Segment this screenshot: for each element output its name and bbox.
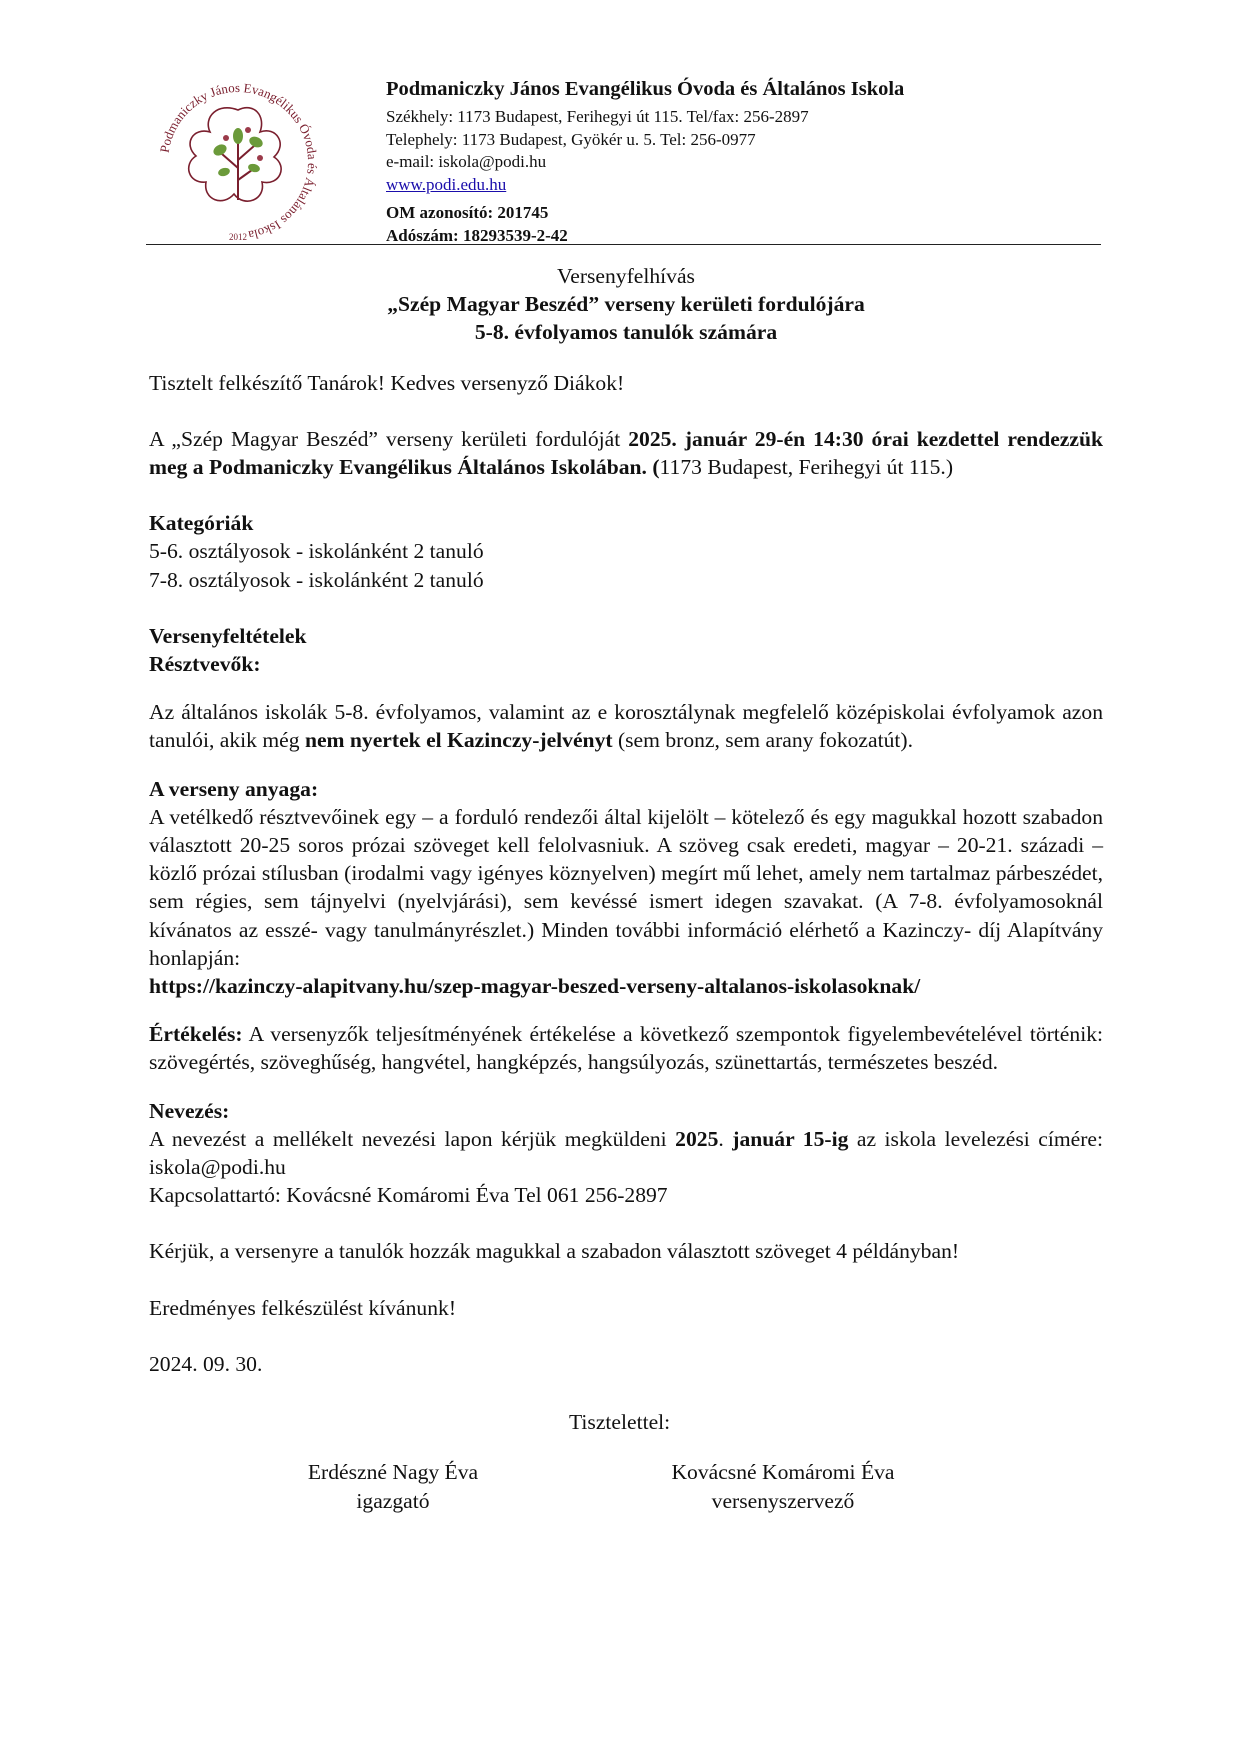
- om-id: OM azonosító: 201745: [386, 203, 549, 222]
- registration-deadline: január 15-ig: [732, 1126, 849, 1151]
- tree-icon: [211, 127, 264, 200]
- website-link[interactable]: www.podi.edu.hu: [386, 174, 507, 194]
- registration-text-3: az iskola levelezési címére: iskola@podi.hu: [149, 1126, 1104, 1180]
- date-line: 2024. 09. 30.: [149, 1351, 263, 1376]
- greeting: Tisztelt felkészítő Tanárok! Kedves versenyző Diákok!: [149, 370, 625, 395]
- school-logo-seal: [148, 72, 328, 252]
- registration-heading: Nevezés:: [149, 1098, 230, 1123]
- categories-heading: Kategóriák: [149, 511, 254, 536]
- title-line-2: „Szép Magyar Beszéd” verseny kerületi fordulójára: [387, 292, 865, 317]
- intro-bold: 2025. január 29-én 14:30 órai kezdettel rendezzük meg a Podmaniczky Evangélikus Általános Iskolában. (: [149, 426, 1103, 480]
- document-body: [149, 262, 1103, 1515]
- conditions-section: [149, 622, 1103, 755]
- participants-heading: Résztvevők:: [149, 652, 261, 677]
- request-line: Kérjük, a versenyre a tanulók hozzák magukkal a szabadon választott szöveget 4 példányban!: [149, 1239, 960, 1264]
- material-text: A vetélkedő résztvevőinek egy – a forduló rendezői által kijelölt – kötelező és egy magukkal hozott szabadon választott 20-25 soros prózai szöveget kell felolvasniuk. A szöveg csak eredeti, magyar – 20-21. századi – közlő prózai stílusban (irodalmi vagy igényes köznyelven) megírt mű lehet, amely nem tartalmaz párbeszédet, sem régies, sem tájnyelvi (nyelvjárási), sem kevéssé ismert idegen szavakat. (A 7-8. évfolyamosoknál kívánatos az esszé- vagy tanulmányrészlet.) Minden további információ elérhető a Kazinczy- díj Alapítvány honlapján:: [149, 804, 1103, 970]
- letterhead: [386, 76, 1106, 247]
- title-line-1: Versenyfelhívás: [557, 264, 695, 288]
- material-heading: A verseny anyaga:: [149, 776, 319, 801]
- flower-outline: [189, 108, 281, 201]
- intro-text-2: 1173 Budapest, Ferihegyi út 115.): [659, 455, 954, 480]
- evaluation-heading: Értékelés:: [149, 1022, 243, 1047]
- registration-section: [149, 1097, 1103, 1210]
- participants-bold: nem nyertek el Kazinczy-jelvényt: [304, 728, 613, 753]
- signature-name: Erdészné Nagy Éva: [307, 1460, 479, 1485]
- evaluation-paragraph: [149, 1020, 1103, 1076]
- categories-section: [149, 509, 1103, 594]
- registration-text-2: .: [718, 1126, 733, 1151]
- category-item: 7-8. osztályosok - iskolánként 2 tanuló: [149, 567, 484, 592]
- document-title: [149, 262, 1103, 347]
- signatures: [149, 1458, 1103, 1514]
- material-section: [149, 775, 1103, 1001]
- participants-text-2: (sem bronz, sem arany fokozatút).: [612, 728, 913, 753]
- signature-principal: [209, 1458, 577, 1514]
- registration-text-1: A nevezést a mellékelt nevezési lapon kérjük megküldeni: [149, 1126, 676, 1151]
- registration-text: [149, 1125, 1103, 1181]
- participants-text-1: Az általános iskolák 5-8. évfolyamos, valamint az e korosztálynak megfelelő középiskolai évfolyamok azon tanulói, akik még: [149, 700, 1103, 753]
- email-line: e-mail: iskola@podi.hu: [386, 152, 547, 171]
- signature-role: versenyszervező: [711, 1488, 855, 1513]
- title-line-3: 5-8. évfolyamos tanulók számára: [474, 320, 778, 345]
- participants-text: [149, 698, 1103, 754]
- conditions-heading: Versenyfeltételek: [149, 623, 307, 648]
- intro-text-1: A „Szép Magyar Beszéd” verseny kerületi fordulóját: [149, 426, 629, 451]
- tax-id: Adószám: 18293539-2-42: [386, 225, 568, 245]
- closing-line: Tisztelettel:: [569, 1410, 671, 1435]
- site-address: Telephely: 1173 Budapest, Gyökér u. 5. Tel: 256-0977: [386, 129, 756, 149]
- logo-year: 2012: [229, 232, 247, 242]
- signature-role: igazgató: [356, 1488, 430, 1513]
- intro-paragraph: [149, 425, 1103, 481]
- registration-year: 2025: [675, 1126, 719, 1151]
- wish-line: Eredményes felkészülést kívánunk!: [149, 1295, 457, 1320]
- seat-address: Székhely: 1173 Budapest, Ferihegyi út 115. Tel/fax: 256-2897: [386, 107, 809, 126]
- school-name: Podmaniczky János Evangélikus Óvoda és Általános Iskola: [386, 78, 905, 100]
- category-item: 5-6. osztályosok - iskolánként 2 tanuló: [149, 539, 484, 564]
- signature-organizer: [633, 1458, 933, 1514]
- evaluation-text: A versenyzők teljesítményének értékelése a következő szempontok figyelembevételével történik: szövegértés, szöveghűség, hangvétel, hangképzés, hangsúlyozás, szünettartás, természetes beszéd.: [149, 1022, 1103, 1075]
- signature-name: Kovácsné Komáromi Éva: [671, 1460, 895, 1485]
- contact-line: Kapcsolattartó: Kovácsné Komáromi Éva Tel 061 256-2897: [149, 1183, 668, 1208]
- school-logo: [148, 72, 328, 252]
- logo-ring-text: Podmaniczky János Evangélikus Óvoda és Általános Iskola: [156, 79, 321, 244]
- material-url[interactable]: https://kazinczy-alapitvany.hu/szep-magyar-beszed-verseny-altalanos-iskolasoknak/: [149, 974, 921, 999]
- header-divider: [146, 244, 1101, 245]
